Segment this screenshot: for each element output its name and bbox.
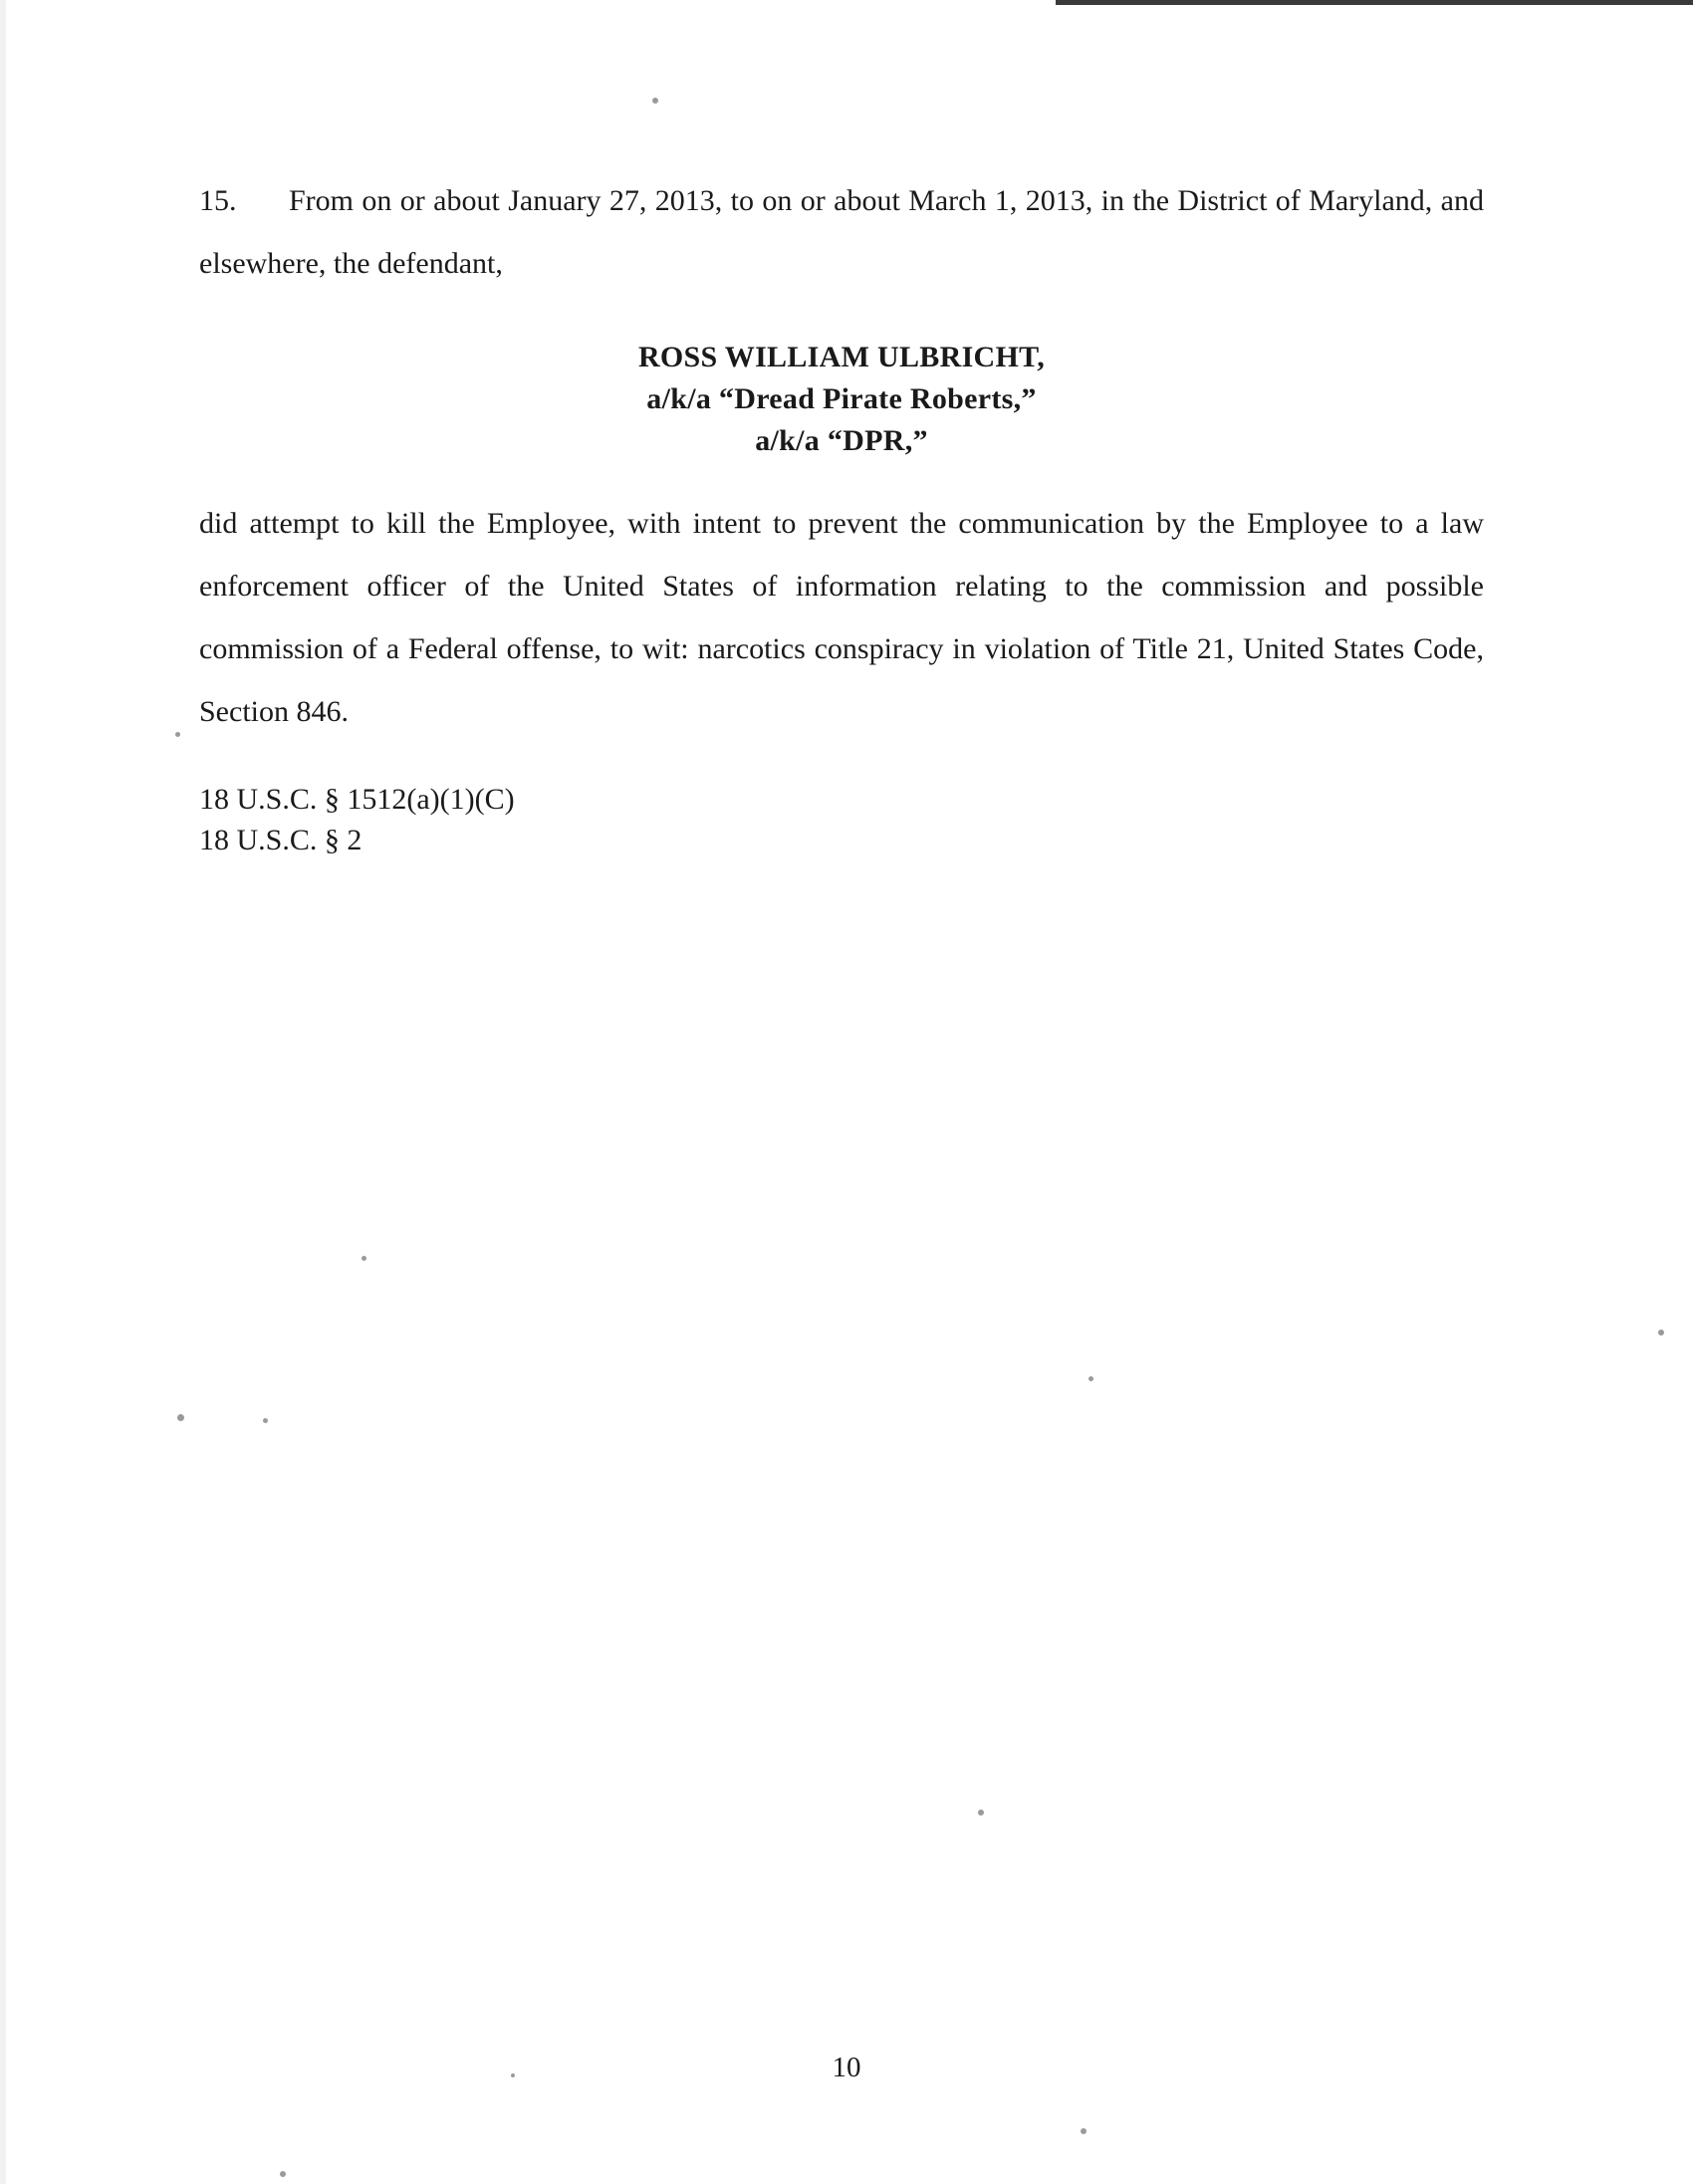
scan-speck bbox=[280, 2171, 286, 2177]
scan-artifact-top-edge bbox=[1056, 0, 1693, 5]
scan-speck bbox=[652, 98, 658, 104]
scan-speck bbox=[175, 732, 180, 737]
statute-citation-1: 18 U.S.C. § 1512(a)(1)(C) bbox=[199, 783, 515, 816]
paragraph-number: 15. bbox=[199, 184, 237, 217]
scan-speck bbox=[1081, 2128, 1087, 2134]
defendant-alias-dread-pirate-roberts: a/k/a “Dread Pirate Roberts,” bbox=[646, 382, 1037, 415]
scan-speck bbox=[1658, 1330, 1664, 1335]
document-body bbox=[199, 169, 1484, 860]
scan-speck bbox=[263, 1418, 268, 1423]
scan-artifact-left-edge bbox=[0, 0, 6, 2184]
paragraph-text: From on or about January 27, 2013, to on or about March 1, 2013, in the District of Maryland, and elsewhere, the defendant, bbox=[199, 184, 1484, 280]
scan-speck bbox=[1088, 1376, 1093, 1381]
defendant-name: ROSS WILLIAM ULBRICHT, bbox=[637, 341, 1046, 373]
defendant-block bbox=[199, 337, 1484, 462]
scan-speck bbox=[362, 1256, 366, 1261]
defendant-alias-dpr: a/k/a “DPR,” bbox=[755, 424, 928, 457]
statute-citations bbox=[199, 779, 1484, 860]
charge-body-text: did attempt to kill the Employee, with intent to prevent the communication by the Employee to a law enforcement officer of the United States of information relating to the commission and possible commission of a Federal offense, to wit: narcotics conspiracy in violation of Title 21, United States Code, Section 846. bbox=[199, 507, 1484, 728]
page-number: 10 bbox=[832, 2052, 861, 2083]
numbered-paragraph bbox=[199, 169, 1484, 295]
scan-speck bbox=[177, 1414, 184, 1421]
scan-speck bbox=[978, 1810, 984, 1816]
statute-citation-2: 18 U.S.C. § 2 bbox=[199, 824, 363, 856]
